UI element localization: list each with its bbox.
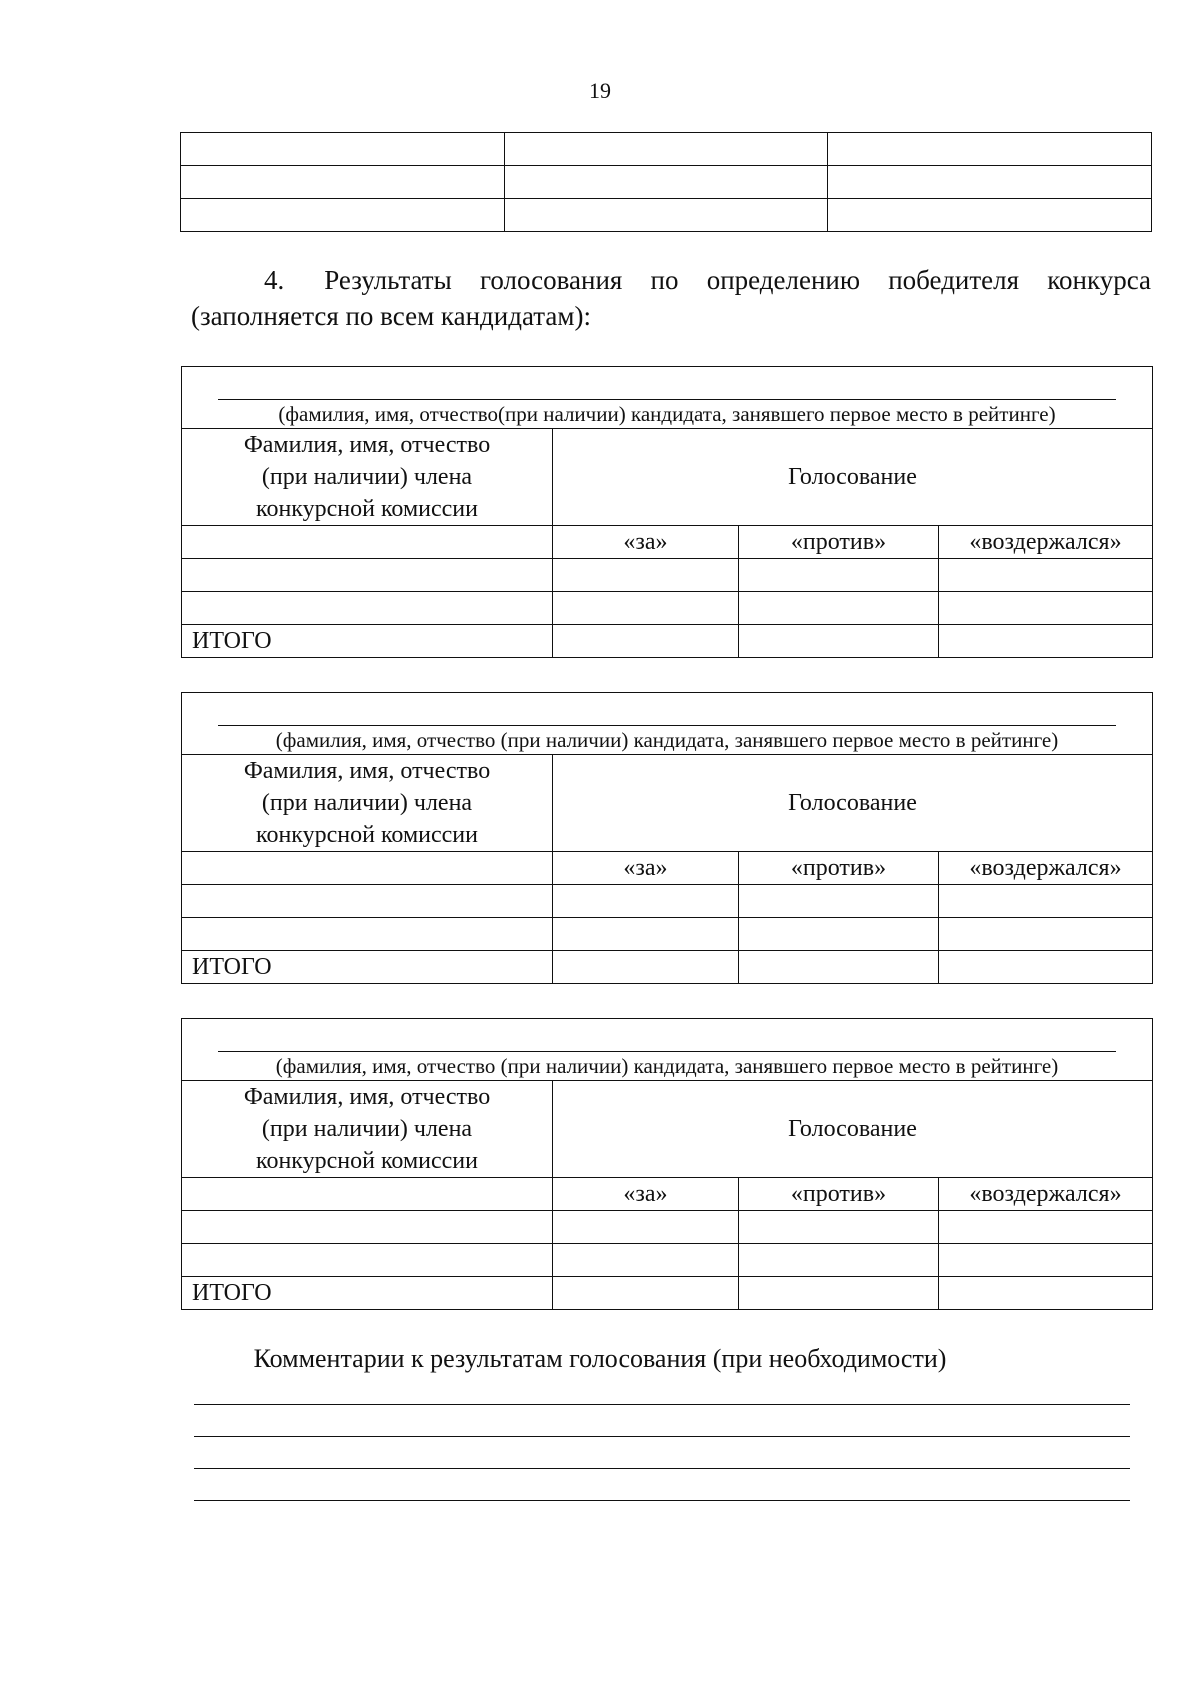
table-row — [181, 166, 1152, 199]
comment-line[interactable] — [194, 1500, 1130, 1501]
total-row — [182, 625, 1153, 658]
table-cell[interactable] — [828, 166, 1152, 199]
vote-option-against: «против» — [739, 1178, 939, 1211]
vote-option-abstain: «воздержался» — [939, 1178, 1153, 1211]
candidate-caption: (фамилия, имя, отчество(при наличии) кандидата, занявшего первое место в рейтинге) — [278, 402, 1056, 426]
candidate-name-cell[interactable] — [182, 367, 1153, 429]
total-label: ИТОГО — [182, 951, 553, 984]
table-row — [182, 1211, 1153, 1244]
vote-option-abstain: «воздержался» — [939, 852, 1153, 885]
vote-option-for: «за» — [553, 526, 739, 559]
member-column-header: Фамилия, имя, отчество (при наличии) члена конкурсной комиссии — [182, 755, 553, 852]
table-cell[interactable] — [828, 199, 1152, 232]
candidate-name-line — [218, 725, 1116, 726]
vote-option-for: «за» — [553, 852, 739, 885]
vote-option-against: «против» — [739, 526, 939, 559]
voting-column-header: Голосование — [553, 755, 1153, 852]
vote-option-for: «за» — [553, 1178, 739, 1211]
section-heading — [191, 262, 1151, 334]
comments-title: Комментарии к результатам голосования (при необходимости) — [253, 1344, 947, 1373]
section-heading-line-1 — [191, 262, 1151, 298]
candidate-name-line — [218, 1051, 1116, 1052]
continued-table — [180, 132, 1152, 232]
section-title: Результаты голосования по определению победителя конкурса — [324, 265, 1151, 295]
table-row — [182, 918, 1153, 951]
table-cell[interactable] — [505, 133, 828, 166]
table-row — [181, 199, 1152, 232]
table-cell[interactable] — [181, 199, 505, 232]
table-row — [181, 133, 1152, 166]
total-label: ИТОГО — [182, 1277, 553, 1310]
table-row — [182, 592, 1153, 625]
section-heading-line-2: (заполняется по всем кандидатам): — [191, 301, 591, 331]
candidate-caption: (фамилия, имя, отчество (при наличии) кандидата, занявшего первое место в рейтинге) — [275, 1054, 1059, 1078]
candidate-name-line — [218, 399, 1116, 400]
candidate-name-cell[interactable] — [182, 693, 1153, 755]
table-cell[interactable] — [505, 166, 828, 199]
vote-option-against: «против» — [739, 852, 939, 885]
table-row — [182, 885, 1153, 918]
total-label: ИТОГО — [182, 625, 553, 658]
comment-line[interactable] — [194, 1404, 1130, 1405]
table-row — [182, 1244, 1153, 1277]
candidate-name-cell[interactable] — [182, 1019, 1153, 1081]
comment-line[interactable] — [194, 1436, 1130, 1437]
table-cell[interactable] — [181, 166, 505, 199]
total-row — [182, 951, 1153, 984]
table-cell[interactable] — [182, 526, 553, 559]
table-cell[interactable] — [828, 133, 1152, 166]
vote-option-abstain: «воздержался» — [939, 526, 1153, 559]
comment-line[interactable] — [194, 1468, 1130, 1469]
table-cell[interactable] — [181, 133, 505, 166]
voting-column-header: Голосование — [553, 429, 1153, 526]
voting-column-header: Голосование — [553, 1081, 1153, 1178]
vote-table — [181, 1018, 1153, 1310]
table-cell[interactable] — [505, 199, 828, 232]
vote-table — [181, 366, 1153, 658]
table-cell[interactable] — [182, 852, 553, 885]
vote-table — [181, 692, 1153, 984]
total-row — [182, 1277, 1153, 1310]
member-column-header: Фамилия, имя, отчество (при наличии) члена конкурсной комиссии — [182, 1081, 553, 1178]
page-number: 19 — [589, 78, 611, 103]
candidate-caption: (фамилия, имя, отчество (при наличии) кандидата, занявшего первое место в рейтинге) — [275, 728, 1059, 752]
section-number: 4. — [264, 265, 285, 295]
table-cell[interactable] — [182, 1178, 553, 1211]
table-row — [182, 559, 1153, 592]
member-column-header: Фамилия, имя, отчество (при наличии) члена конкурсной комиссии — [182, 429, 553, 526]
